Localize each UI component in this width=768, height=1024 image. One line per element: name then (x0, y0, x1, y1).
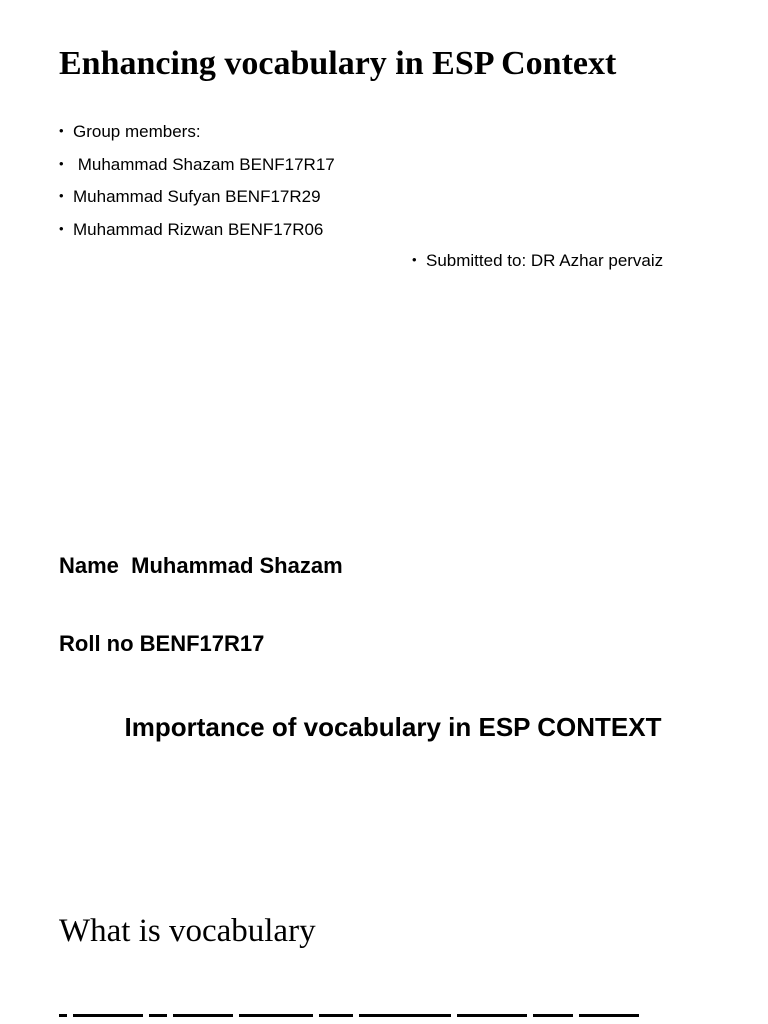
list-item (59, 118, 335, 151)
bullet-icon: • (59, 220, 64, 236)
list-item-text: Group members: (73, 122, 201, 141)
bullet-icon: • (59, 123, 64, 138)
list-item (59, 216, 335, 249)
bullet-icon: • (59, 188, 64, 203)
list-item (59, 183, 335, 216)
group-members-list (59, 118, 335, 248)
cropped-text-line (59, 1014, 709, 1024)
list-item-text: Muhammad Rizwan BENF17R06 (73, 219, 324, 239)
student-name: Name Muhammad Shazam (59, 553, 343, 578)
document-title: Enhancing vocabulary in ESP Context (59, 45, 617, 82)
bullet-icon: • (59, 155, 64, 171)
submitted-to-line (412, 247, 663, 274)
bullet-icon: • (412, 252, 417, 267)
section-heading: Importance of vocabulary in ESP CONTEXT (124, 712, 662, 742)
list-item-text: Muhammad Sufyan BENF17R29 (73, 187, 321, 206)
submitted-to-text: Submitted to: DR Azhar pervaiz (426, 251, 664, 270)
subsection-heading: What is vocabulary (59, 913, 316, 949)
roll-number: Roll no BENF17R17 (59, 631, 265, 656)
list-item (59, 151, 335, 184)
list-item-text: Muhammad Shazam BENF17R17 (73, 154, 335, 174)
